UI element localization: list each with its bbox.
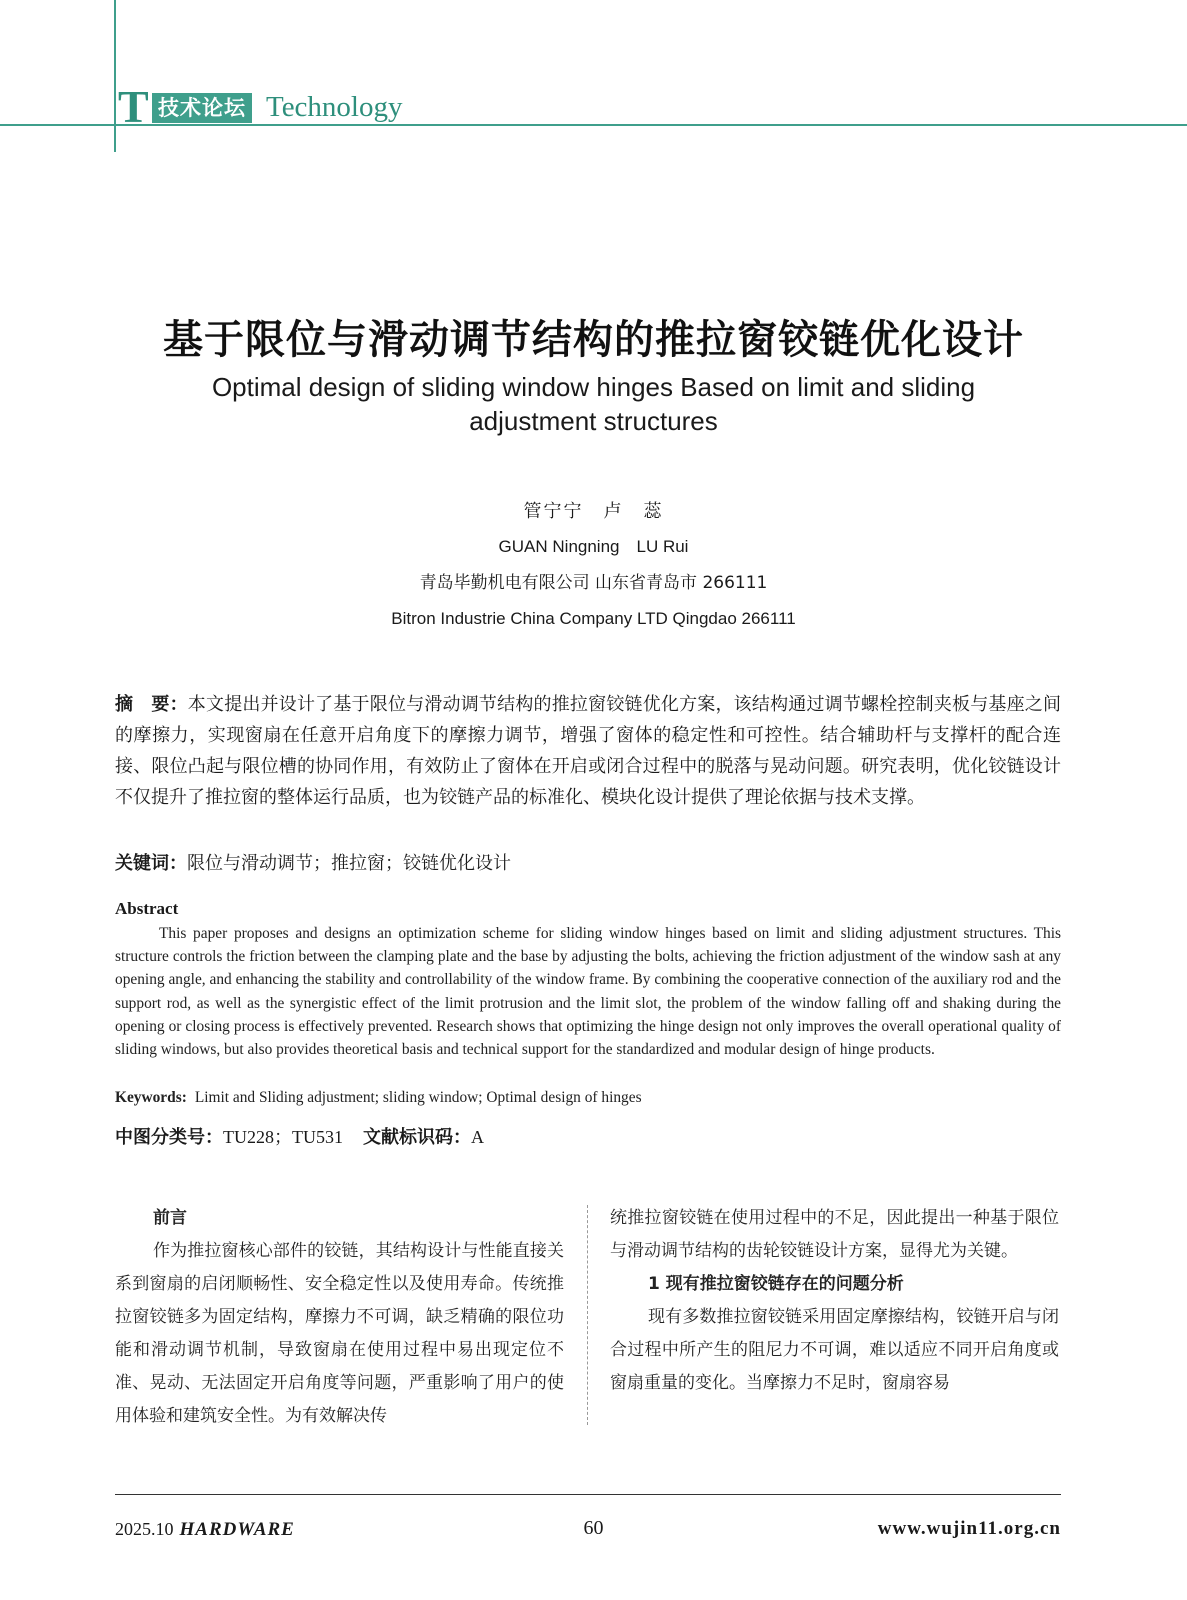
authors-english: GUAN Ningning LU Rui [498, 537, 689, 556]
body-column-right [610, 1202, 1059, 1400]
keywords-english-label: Keywords: [115, 1089, 187, 1106]
abstract-chinese [115, 689, 1061, 813]
footer-magazine: HARDWARE [179, 1519, 295, 1540]
header-vertical-rule [114, 0, 116, 152]
body-column-left [115, 1202, 564, 1433]
authors-chinese: 管宁宁 卢 蕊 [523, 501, 664, 522]
keywords-english-text: Limit and Sliding adjustment; sliding window; Optimal design of hinges [194, 1089, 642, 1106]
footer-rule [115, 1494, 1061, 1495]
abstract-chinese-text: 本文提出并设计了基于限位与滑动调节结构的推拉窗铰链优化方案，该结构通过调节螺栓控制夹板与基座之间的摩擦力，实现窗扇在任意开启角度下的摩擦力调节，增强了窗体的稳定性和可控性。结合辅助杆与支撑杆的配合连接、限位凸起与限位槽的协同作用，有效防止了窗体在开启或闭合过程中的脱落与晃动问题。研究表明，优化铰链设计不仅提升了推拉窗的整体运行品质，也为铰链产品的标准化、模块化设计提供了理论依据与技术支撑。 [115, 694, 1062, 808]
page-number: 60 [583, 1517, 604, 1539]
footer-website: www.wujin11.org.cn [877, 1518, 1061, 1539]
doc-code-label: 文献标识码： [363, 1127, 471, 1148]
keywords-chinese-text: 限位与滑动调节；推拉窗；铰链优化设计 [187, 853, 511, 874]
header-section-badge: 技术论坛 [152, 93, 252, 123]
keywords-english [115, 1087, 1061, 1109]
header-horizontal-rule [0, 124, 1187, 126]
abstract-chinese-label: 摘 要： [115, 694, 188, 715]
affiliation-english: Bitron Industrie China Company LTD Qingdao 266111 [391, 609, 796, 628]
body-paragraph: 现有多数推拉窗铰链采用固定摩擦结构，铰链开启与闭合过程中所产生的阻尼力不可调，难以适应不同开启角度或窗扇重量的变化。当摩擦力不足时，窗扇容易 [610, 1307, 1059, 1393]
clc-label: 中图分类号： [115, 1127, 223, 1148]
keywords-chinese [115, 851, 1061, 877]
abstract-english-text: This paper proposes and designs an optimization scheme for sliding window hinges based on limit and sliding adjustment structures. This structure controls the friction between the clamping plate and the base by adjusting the bolts, achieving the friction adjustment of the window sash at any opening angle, and enhancing the stability and controllability of the window frame. By combining the cooperative connection of the auxiliary rod and the support rod, as well as the synergistic effect of the limit protrusion and the limit slot, the problem of the window falling off and shaking during the opening or closing process is effectively prevented. Research shows that optimizing the hinge design not only improves the overall operational quality of sliding windows, but also provides theoretical basis and technical support for the standardized and modular design of hinge products. [115, 925, 1061, 1059]
affiliation-chinese: 青岛毕勤机电有限公司 山东省青岛市 266111 [419, 573, 768, 593]
keywords-chinese-label: 关键词： [115, 853, 187, 874]
abstract-english-heading: Abstract [115, 899, 179, 918]
article-title-chinese: 基于限位与滑动调节结构的推拉窗铰链优化设计 [163, 317, 1024, 363]
body-paragraph: 统推拉窗铰链在使用过程中的不足，因此提出一种基于限位与滑动调节结构的齿轮铰链设计方案，显得尤为关键。 [610, 1208, 1059, 1261]
header-section-english: Technology [266, 91, 403, 123]
doc-code-value: A [471, 1127, 484, 1147]
section-heading-1: 1 现有推拉窗铰链存在的问题分析 [648, 1274, 904, 1294]
clc-value: TU228；TU531 [223, 1127, 343, 1147]
footer-date: 2025.10 [115, 1519, 174, 1539]
section-heading-preface: 前言 [153, 1208, 187, 1228]
classification-line [115, 1124, 484, 1151]
article-title-english: Optimal design of sliding window hinges Based on limit and sliding adjustment structures [211, 372, 976, 436]
column-divider [587, 1205, 588, 1425]
header-section-letter: T [118, 81, 149, 132]
body-paragraph: 作为推拉窗核心部件的铰链，其结构设计与性能直接关系到窗扇的启闭顺畅性、安全稳定性以及使用寿命。传统推拉窗铰链多为固定结构，摩擦力不可调，缺乏精确的限位功能和滑动调节机制，导致窗扇在使用过程中易出现定位不准、晃动、无法固定开启角度等问题，严重影响了用户的使用体验和建筑安全性。为有效解决传 [115, 1241, 564, 1426]
